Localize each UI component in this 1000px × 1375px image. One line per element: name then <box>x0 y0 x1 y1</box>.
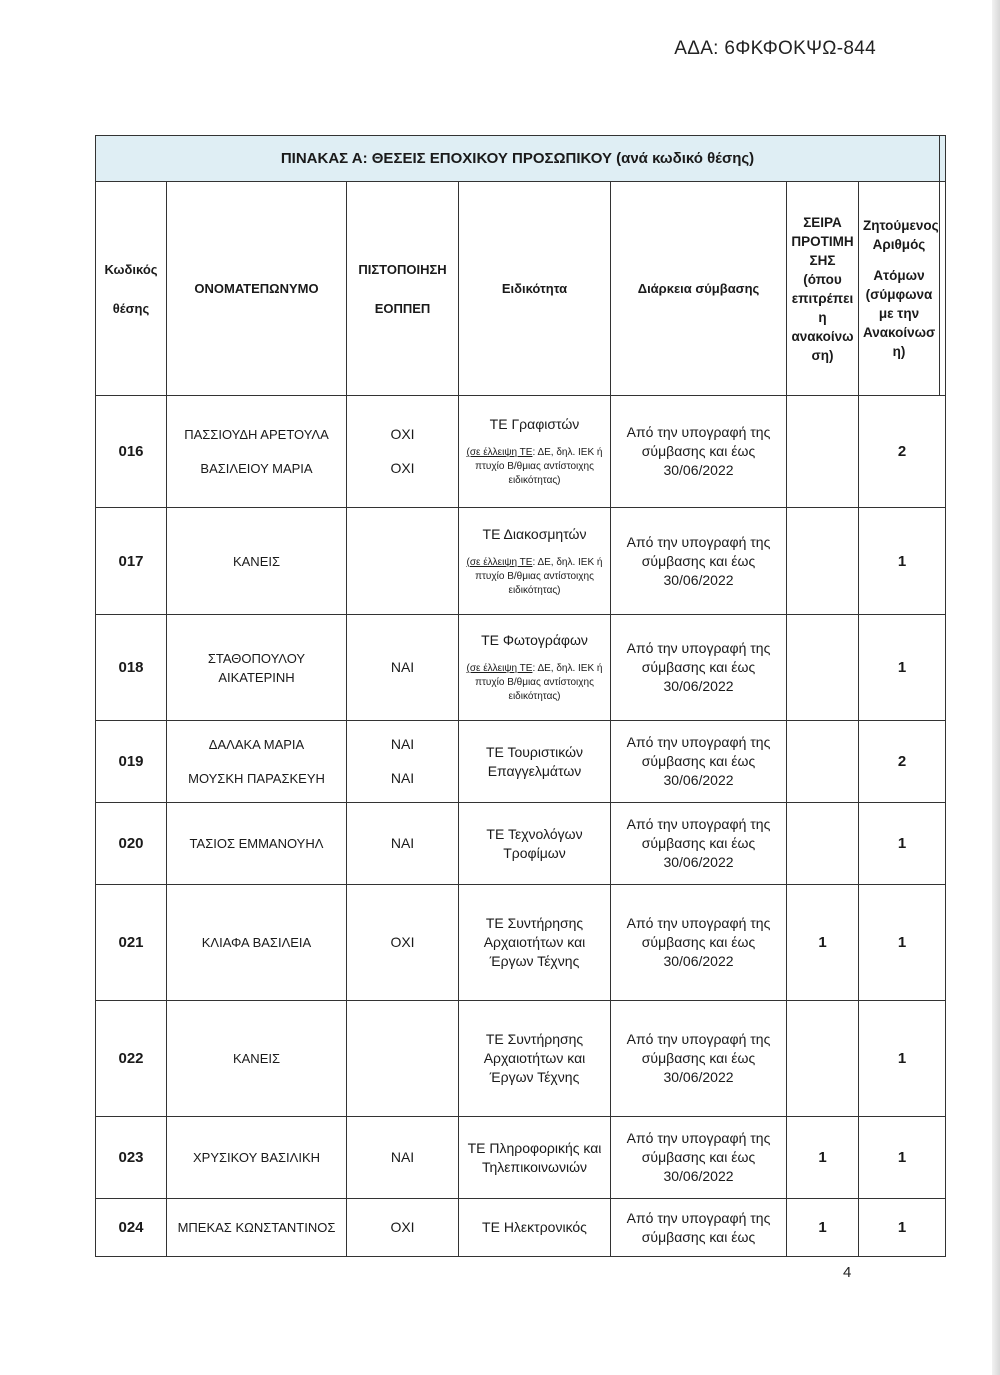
candidate-names <box>171 649 342 687</box>
specialty-note-prefix: (σε έλλειψη ΤΕ <box>466 447 533 458</box>
specialty-name: ΤΕ Τεχνολόγων Τροφίμων <box>486 825 583 861</box>
requested-count-cell <box>859 1001 946 1117</box>
candidate-name: ΤΑΣΙΟΣ ΕΜΜΑΝΟΥΗΛ <box>189 836 324 851</box>
header-priority-label <box>791 213 854 365</box>
position-code-cell <box>96 885 167 1001</box>
title-spare-cell <box>940 136 946 182</box>
candidate-names <box>171 1148 342 1167</box>
header-code-line2: θέσης <box>112 300 150 316</box>
certification-values <box>351 735 454 788</box>
requested-count: 1 <box>897 1219 907 1236</box>
priority-value: 1 <box>818 1219 827 1236</box>
specialty-cell <box>459 885 611 1001</box>
candidate-name: ΜΟΥΣΚΗ ΠΑΡΑΣΚΕΥΗ <box>188 771 325 786</box>
candidate-name: ΒΑΣΙΛΕΙΟΥ ΜΑΡΙΑ <box>200 461 313 476</box>
certification-value: ΟΧΙ <box>390 1219 415 1235</box>
requested-count: 2 <box>897 443 907 460</box>
contract-duration-cell <box>611 1001 787 1117</box>
header-cert <box>347 182 459 396</box>
header-requested-line: (σύμφωνα <box>865 287 933 302</box>
contract-duration: Από την υπογραφή της σύμβασης και έως <box>626 1209 771 1245</box>
priority-cell <box>787 721 859 803</box>
specialty-note <box>463 662 606 704</box>
position-code-cell <box>96 396 167 508</box>
contract-duration-cell <box>611 885 787 1001</box>
candidate-name: ΠΑΣΣΙΟΥΔΗ ΑΡΕΤΟΥΛΑ <box>184 427 329 442</box>
candidate-name: ΣΤΑΘΟΠΟΥΛΟΥ ΑΙΚΑΤΕΡΙΝΗ <box>207 650 306 685</box>
certification-value: ΝΑΙ <box>390 736 415 752</box>
specialty-cell <box>459 615 611 721</box>
header-code <box>96 182 167 396</box>
certification-value: ΝΑΙ <box>390 770 415 786</box>
candidate-name: ΚΑΝΕΙΣ <box>232 553 281 569</box>
header-priority-line: ση) <box>811 347 834 363</box>
certification-values <box>351 658 454 677</box>
header-spare-cell <box>940 182 946 396</box>
header-priority-line: (όπου <box>803 271 842 287</box>
header-code-line1: Κωδικός <box>104 261 158 277</box>
certification-value: ΟΧΙ <box>390 934 415 950</box>
candidate-names-cell <box>167 885 347 1001</box>
priority-value: 1 <box>818 1149 827 1166</box>
header-priority-line: ανακοίνω <box>791 328 854 344</box>
specialty-cell <box>459 1117 611 1199</box>
candidate-names <box>171 933 342 952</box>
specialty-note-text: : ΔΕ, δηλ. ΙΕΚ ή πτυχίο Β/θμιας αντίστοιχης ειδικότητας) <box>475 447 603 486</box>
specialty-cell <box>459 396 611 508</box>
table-row <box>96 615 946 721</box>
table-row <box>96 396 946 508</box>
requested-count: 1 <box>897 934 907 951</box>
candidate-names-cell <box>167 508 347 615</box>
table-title-row <box>96 136 946 182</box>
certification-cell <box>347 1199 459 1257</box>
candidate-name: ΚΛΙΑΦΑ ΒΑΣΙΛΕΙΑ <box>201 935 312 950</box>
contract-duration: Από την υπογραφή της σύμβασης και έως 30/06/2022 <box>626 734 771 788</box>
candidate-names <box>171 425 342 478</box>
certification-values <box>351 1218 454 1237</box>
page-number: 4 <box>843 1264 852 1281</box>
table-row <box>96 1199 946 1257</box>
certification-value: ΝΑΙ <box>390 1149 415 1165</box>
positions-table <box>95 135 946 1257</box>
requested-count-cell <box>859 508 946 615</box>
header-cert-line1: ΠΙΣΤΟΠΟΙΗΣΗ <box>358 261 447 277</box>
requested-count-cell <box>859 1199 946 1257</box>
contract-duration-cell <box>611 396 787 508</box>
header-name <box>167 182 347 396</box>
position-code: 019 <box>118 753 144 770</box>
priority-cell <box>787 615 859 721</box>
certification-cell <box>347 1001 459 1117</box>
specialty-cell <box>459 721 611 803</box>
certification-cell <box>347 885 459 1001</box>
position-code-cell <box>96 508 167 615</box>
position-code: 017 <box>118 552 144 570</box>
certification-cell <box>347 615 459 721</box>
requested-count-cell <box>859 885 946 1001</box>
specialty-note-text: : ΔΕ, δηλ. ΙΕΚ ή πτυχίο Β/θμιας αντίστοιχης ειδικότητας) <box>475 663 603 702</box>
certification-cell <box>347 508 459 615</box>
contract-duration: Από την υπογραφή της σύμβασης και έως 30/06/2022 <box>626 424 771 478</box>
specialty-note-prefix: (σε έλλειψη ΤΕ <box>466 556 533 568</box>
priority-value: 1 <box>818 934 827 951</box>
candidate-names <box>171 834 342 853</box>
candidate-names-cell <box>167 1117 347 1199</box>
contract-duration: Από την υπογραφή της σύμβασης και έως 30/06/2022 <box>626 640 771 694</box>
certification-value: ΟΧΙ <box>390 426 415 442</box>
header-row <box>96 182 946 396</box>
position-code-cell <box>96 615 167 721</box>
certification-value: ΟΧΙ <box>390 460 415 476</box>
candidate-name: ΔΑΛΑΚΑ ΜΑΡΙΑ <box>208 737 305 752</box>
position-code-cell <box>96 1117 167 1199</box>
specialty-name: ΤΕ Φωτογράφων <box>481 632 588 648</box>
specialty-cell <box>459 1001 611 1117</box>
contract-duration: Από την υπογραφή της σύμβασης και έως 30/06/2022 <box>626 1130 771 1184</box>
specialty-name: ΤΕ Τουριστικών Επαγγελμάτων <box>485 743 584 779</box>
candidate-names <box>171 1218 342 1237</box>
table-title: ΠΙΝΑΚΑΣ Α: ΘΕΣΕΙΣ ΕΠΟΧΙΚΟΥ ΠΡΟΣΩΠΙΚΟΥ (ανά κωδικό θέσης) <box>280 150 755 167</box>
priority-cell <box>787 1001 859 1117</box>
specialty-note <box>463 556 606 598</box>
certification-value: ΝΑΙ <box>390 835 415 851</box>
requested-count-cell <box>859 615 946 721</box>
candidate-names-cell <box>167 615 347 721</box>
candidate-names-cell <box>167 803 347 885</box>
table-row <box>96 508 946 615</box>
position-code-cell <box>96 1001 167 1117</box>
header-requested-line: η) <box>892 344 906 359</box>
requested-count: 2 <box>897 753 907 770</box>
position-code: 024 <box>118 1219 144 1236</box>
specialty-name: ΤΕ Διακοσμητών <box>482 525 587 542</box>
specialty-cell <box>459 803 611 885</box>
contract-duration: Από την υπογραφή της σύμβασης και έως 30/06/2022 <box>626 915 771 969</box>
position-code-cell <box>96 721 167 803</box>
specialty-name: ΤΕ Συντήρησης Αρχαιοτήτων και Έργων Τέχνης <box>483 1031 586 1085</box>
priority-cell <box>787 396 859 508</box>
header-cert-line2: ΕΟΠΠΕΠ <box>374 300 431 316</box>
position-code-cell <box>96 1199 167 1257</box>
header-requested-line: Αριθμός <box>872 237 926 252</box>
specialty-note <box>463 446 606 488</box>
position-code-cell <box>96 803 167 885</box>
header-name-label: ΟΝΟΜΑΤΕΠΩΝΥΜΟ <box>194 281 319 296</box>
contract-duration-cell <box>611 615 787 721</box>
requested-count-cell <box>859 396 946 508</box>
candidate-names <box>171 1049 342 1068</box>
certification-cell <box>347 721 459 803</box>
specialty-name: ΤΕ Συντήρησης Αρχαιοτήτων και Έργων Τέχνης <box>483 915 586 969</box>
certification-values <box>351 425 454 478</box>
table-row <box>96 1001 946 1117</box>
table-title-cell <box>96 136 940 182</box>
candidate-names-cell <box>167 1001 347 1117</box>
requested-count: 1 <box>897 1149 907 1166</box>
certification-values <box>351 933 454 952</box>
candidate-names-cell <box>167 1199 347 1257</box>
certification-value: ΝΑΙ <box>390 659 415 675</box>
specialty-note-prefix: (σε έλλειψη ΤΕ <box>466 663 533 674</box>
contract-duration-cell <box>611 508 787 615</box>
contract-duration: Από την υπογραφή της σύμβασης και έως 30/06/2022 <box>626 533 771 588</box>
table-row <box>96 803 946 885</box>
position-code: 018 <box>118 659 144 676</box>
priority-cell <box>787 1199 859 1257</box>
specialty-name: ΤΕ Γραφιστών <box>489 416 580 432</box>
contract-duration: Από την υπογραφή της σύμβασης και έως 30/06/2022 <box>626 816 771 870</box>
candidate-name: ΧΡΥΣΙΚΟΥ ΒΑΣΙΛΙΚΗ <box>192 1150 321 1165</box>
header-specialty <box>459 182 611 396</box>
specialty-name: ΤΕ Ηλεκτρονικός <box>482 1219 587 1235</box>
ada-code: ΑΔΑ: 6ΦΚΦΟΚΨΩ-844 <box>674 38 876 59</box>
certification-values <box>351 1148 454 1167</box>
header-requested-line: με την <box>878 306 920 321</box>
candidate-names <box>171 552 342 571</box>
priority-cell <box>787 885 859 1001</box>
table-row <box>96 1117 946 1199</box>
header-requested-line: Ανακοίνωσ <box>863 325 936 340</box>
candidate-name: ΜΠΕΚΑΣ ΚΩΝΣΤΑΝΤΙΝΟΣ <box>177 1220 336 1235</box>
requested-count-cell <box>859 1117 946 1199</box>
header-priority-line: ΠΡΟΤΙΜΗ <box>791 233 854 249</box>
priority-cell <box>787 508 859 615</box>
header-priority-line: η <box>818 309 827 325</box>
position-code: 016 <box>118 443 144 460</box>
position-code: 020 <box>118 835 144 852</box>
header-duration-label: Διάρκεια σύμβασης <box>637 281 760 296</box>
requested-count: 1 <box>897 552 907 570</box>
page-edge <box>992 0 1000 1375</box>
contract-duration-cell <box>611 721 787 803</box>
header-priority-line: ΣΗΣ <box>809 252 836 268</box>
position-code: 021 <box>118 934 144 951</box>
priority-cell <box>787 803 859 885</box>
table-row <box>96 721 946 803</box>
candidate-name: ΚΑΝΕΙΣ <box>232 1051 281 1066</box>
requested-count-cell <box>859 803 946 885</box>
header-priority-line: επιτρέπει <box>791 290 854 306</box>
header-requested-line: Ατόμων <box>873 268 925 283</box>
requested-count-cell <box>859 721 946 803</box>
header-requested-line: Ζητούμενος <box>863 218 939 233</box>
candidate-names-cell <box>167 721 347 803</box>
specialty-note-text: : ΔΕ, δηλ. ΙΕΚ ή πτυχίο Β/θμιας αντίστοιχης ειδικότητας) <box>475 556 603 596</box>
header-requested-gap <box>863 254 935 266</box>
position-code: 023 <box>118 1149 144 1166</box>
candidate-names-cell <box>167 396 347 508</box>
candidate-names <box>171 735 342 788</box>
header-requested-label <box>863 216 939 361</box>
header-requested <box>859 182 940 396</box>
requested-count: 1 <box>897 659 907 676</box>
specialty-name: ΤΕ Πληροφορικής και Τηλεπικοινωνιών <box>467 1139 602 1175</box>
header-priority <box>787 182 859 396</box>
certification-cell <box>347 1117 459 1199</box>
table-row <box>96 885 946 1001</box>
contract-duration: Από την υπογραφή της σύμβασης και έως 30/06/2022 <box>626 1031 771 1085</box>
certification-cell <box>347 803 459 885</box>
header-specialty-label: Ειδικότητα <box>501 281 568 296</box>
contract-duration-cell <box>611 1199 787 1257</box>
header-duration <box>611 182 787 396</box>
specialty-cell <box>459 1199 611 1257</box>
requested-count: 1 <box>897 1050 907 1067</box>
requested-count: 1 <box>897 835 907 852</box>
position-code: 022 <box>118 1050 144 1067</box>
header-priority-line: ΣΕΙΡΑ <box>803 214 842 230</box>
priority-cell <box>787 1117 859 1199</box>
specialty-cell <box>459 508 611 615</box>
certification-cell <box>347 396 459 508</box>
contract-duration-cell <box>611 1117 787 1199</box>
certification-values <box>351 834 454 853</box>
contract-duration-cell <box>611 803 787 885</box>
